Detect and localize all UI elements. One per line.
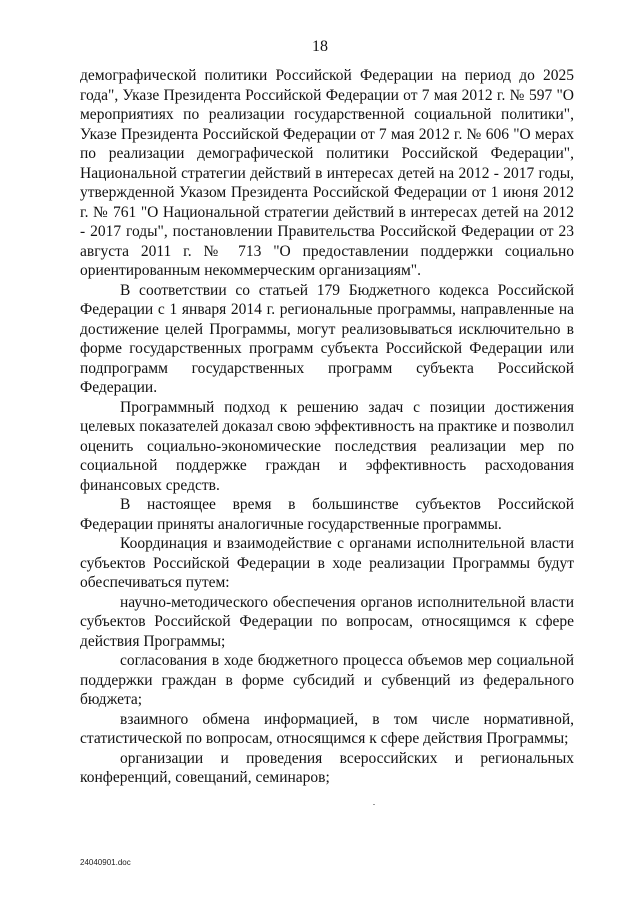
paragraph-budget-code: В соответствии со статьей 179 Бюджетного кодекса Российской Федерации с 1 января 2014 г. региональные программы, направленные на достижение целей Программы, могут реализовываться исключительно в форме государственных программ субъекта Российской Федерации или подпрограмм государственных программ субъекта Российской Федерации. <box>80 281 574 396</box>
paragraph-continuation: демографической политики Российской Федерации на период до 2025 года", Указе Президента Российской Федерации от 7 мая 2012 г. № 597 "О мероприятиях по реализации государственной социальной политики", Указе Президента Российской Федерации от 7 мая 2012 г. № 606 "О мерах по реализации демографической политики Российской Федерации", Национальной стратегии действий в интересах детей на 2012 - 2017 годы, утвержденной Указом Президента Российской Федерации от 1 июня 2012 г. № 761 "О Национальной стратегии действий в интересах детей на 2012 - 2017 годы", постановлении Правительства Российской Федерации от 23 августа 2011 г. № 713 "О предоставлении поддержки социально ориентированным некоммерческим организациям". <box>80 67 574 279</box>
paragraph-program-approach: Программный подход к решению задач с позиции достижения целевых показателей доказал свою эффективность на практике и позволил оценить социально-экономические последствия реализации мер по социальной поддержке граждан и эффективность расходования финансовых средств. <box>80 398 574 494</box>
paragraph-regional-programs: В настоящее время в большинстве субъектов Российской Федерации приняты аналогичные государственные программы. <box>80 496 574 533</box>
document-body <box>80 66 574 788</box>
list-item-conferences: организации и проведения всероссийских и региональных конференций, совещаний, семинаров; <box>80 749 574 786</box>
paragraph-coordination: Координация и взаимодействие с органами исполнительной власти субъектов Российской Федерации в ходе реализации Программы будут обеспечиваться путем: <box>80 535 574 591</box>
scan-speck <box>373 804 375 805</box>
list-item-information-exchange: взаимного обмена информацией, в том числе нормативной, статистической по вопросам, относящимся к сфере действия Программы; <box>80 710 574 747</box>
footer-filename: 24040901.doc <box>80 858 131 867</box>
list-item-budget-agreement: согласования в ходе бюджетного процесса объемов мер социальной поддержки граждан в форме субсидий и субвенций из федерального бюджета; <box>80 652 574 708</box>
page-number: 18 <box>312 38 328 55</box>
list-item-methodical-support: научно-методического обеспечения органов исполнительной власти субъектов Российской Федерации по вопросам, относящимся к сфере действия Программы; <box>80 593 574 650</box>
